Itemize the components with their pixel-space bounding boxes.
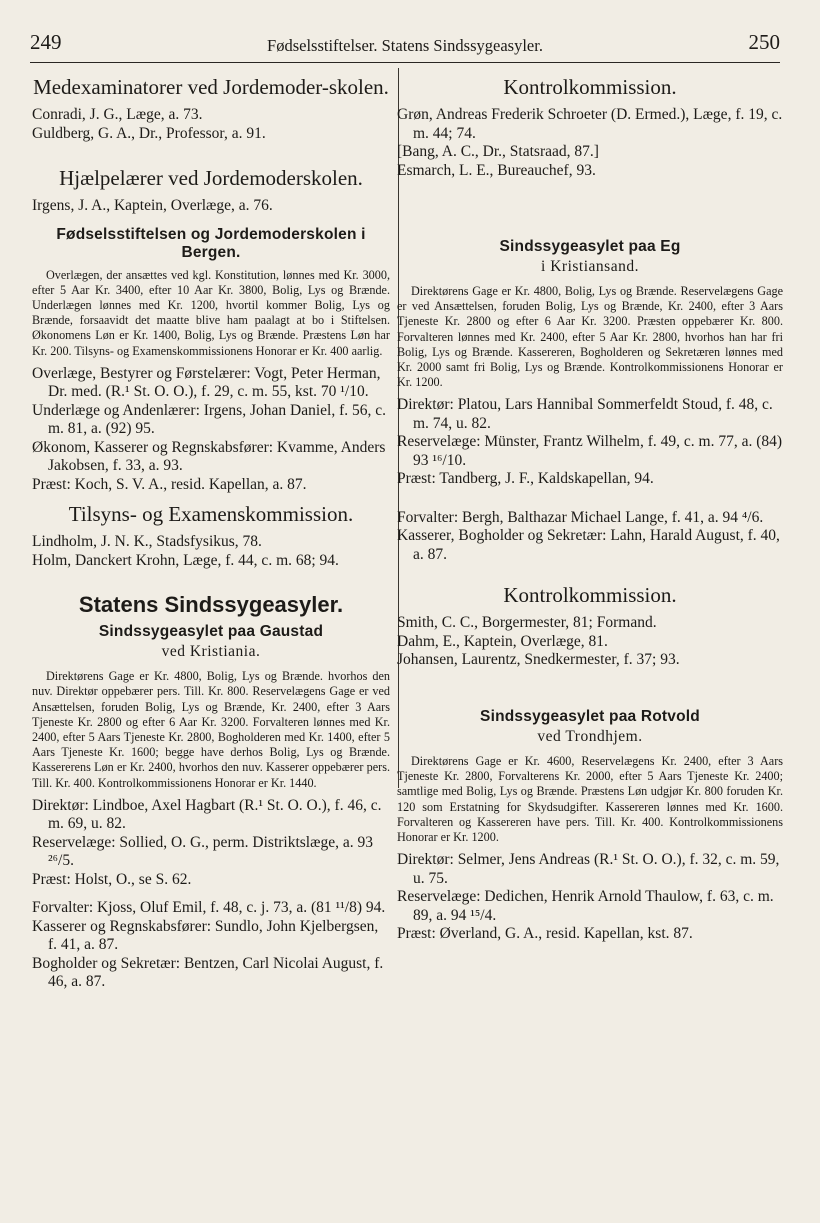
entry: Reservelæge: Münster, Frantz Wilhelm, f. 49, c. m. 77, a. (84) 93 ¹⁶/10. <box>397 433 783 469</box>
entry: Præst: Tandberg, J. F., Kaldskapellan, 94. <box>397 470 654 488</box>
entry: Holm, Danckert Krohn, Læge, f. 44, c. m. 68; 94. <box>32 551 339 569</box>
entry: Dahm, E., Kaptein, Overlæge, 81. <box>397 632 608 650</box>
entry: Smith, C. C., Borgermester, 81; Formand. <box>397 614 657 632</box>
entry: Lindholm, J. N. K., Stadsfysikus, 78. <box>32 533 262 551</box>
entry: Reservelæge: Sollied, O. G., perm. Distriktslæge, a. 93 ²⁶/5. <box>32 833 373 870</box>
entry: Reservelæge: Dedichen, Henrik Arnold Thaulow, f. 63, c. m. 89, a. 94 ¹⁵/4. <box>397 888 774 924</box>
page-number-right: 250 <box>748 30 780 54</box>
entry: Forvalter: Kjoss, Oluf Emil, f. 48, c. j. 73, a. (81 ¹¹/8) 94. <box>32 899 386 917</box>
entry: Direktør: Selmer, Jens Andreas (R.¹ St. O. O.), f. 32, c. m. 59, u. 75. <box>397 851 780 887</box>
entry: Grøn, Andreas Frederik Schroeter (D. Ermed.), Læge, f. 19, c. m. 44; 74. <box>397 106 783 142</box>
entry: Underlæge og Andenlærer: Irgens, Johan Daniel, f. 56, c. m. 81, a. (92) 95. <box>32 401 386 438</box>
section-title-kontrolkommission-1: Kontrolkommission. <box>503 75 677 99</box>
section-title-hjaelpelaerer: Hjælpelærer ved Jordemoderskolen. <box>59 166 363 190</box>
running-title: Fødselsstiftelser. Statens Sindssygeasyler. <box>267 36 543 55</box>
entry: Conradi, J. G., Læge, a. 73. <box>32 106 203 123</box>
entry: Direktør: Platou, Lars Hannibal Sommerfeldt Stoud, f. 48, c. m. 74, u. 82. <box>397 396 773 432</box>
entry: Irgens, J. A., Kaptein, Overlæge, a. 76. <box>32 197 273 214</box>
paragraph-rotvold: Direktørens Gage er Kr. 4600, Reservelægens Kr. 2400, efter 3 Aars Tjeneste Kr. 2800, Forvalterens Kr. 2000, efter 5 Aars Tjeneste Kr. 2400; samtlige med Bolig, Lys og Brænde. Præstens Løn udgjør Kr. 800 foruden Kr. 120 som Erstatning for Skydsudgifter. Kassereren lønnes med Kr. 1600. Forvalteren og Kassereren have pers. Till. Kr. 400. Kontrolkommissionens Honorar er Kr. 1200. <box>397 753 783 844</box>
entry: Bogholder og Sekretær: Bentzen, Carl Nicolai August, f. 46, a. 87. <box>32 954 384 991</box>
section-title-bergen: Fødselsstiftelsen og Jordemoderskolen i Bergen. <box>56 225 366 261</box>
entry: Direktør: Lindboe, Axel Hagbart (R.¹ St. O. O.), f. 46, c. m. 69, u. 82. <box>32 796 382 833</box>
section-title-eg: Sindssygeasylet paa Eg <box>499 238 681 255</box>
entry: Overlæge, Bestyrer og Førstelærer: Vogt, Peter Herman, Dr. med. (R.¹ St. O. O.), f. 29, c. m. 55, kst. 70 ¹/10. <box>32 364 381 401</box>
section-title-tilsyns: Tilsyns- og Examenskommission. <box>68 502 354 527</box>
left-column <box>32 72 390 992</box>
right-column <box>397 72 783 944</box>
section-title-kontrolkommission-2: Kontrolkommission. <box>503 583 677 608</box>
entry: Præst: Øverland, G. A., resid. Kapellan, kst. 87. <box>397 925 693 943</box>
entry: Forvalter: Bergh, Balthazar Michael Lange, f. 41, a. 94 ⁴/6. <box>397 508 764 526</box>
section-subtitle-eg: i Kristiansand. <box>541 258 639 275</box>
section-title-rotvold: Sindssygeasylet paa Rotvold <box>480 707 700 725</box>
section-title-gaustad: Sindssygeasylet paa Gaustad <box>98 623 324 641</box>
entry: Johansen, Laurentz, Snedkermester, f. 37; 93. <box>397 651 680 669</box>
entry: Præst: Holst, O., se S. 62. <box>32 870 192 888</box>
section-title-medexaminatorer: Medexaminatorer ved Jordemoder-skolen. <box>33 75 389 99</box>
entry: [Bang, A. C., Dr., Statsraad, 87.] <box>397 143 599 160</box>
section-subtitle-rotvold: ved Trondhjem. <box>537 727 643 745</box>
paragraph-eg: Direktørens Gage er Kr. 4800, Bolig, Lys og Brænde. Reservelægens Gage er ved Ansættelsen, foruden Bolig, Lys og Brænde, Kr. 2400, efter 3 Aars Tjeneste Kr. 2800 og efter 6 Aar Kr. 3200. Præsten oppebærer Kr. 800. Forvalteren lønnes med Kr. 2400, efter 5 Aar Kr. 2800, hvorhos han har fri Bolig, Lys og Brænde. Kassereren, Bogholderen og Sekretæren lønnes med Kr. 2000 samt fri Bolig, Lys og Brænde. Kontrolkommissionens Honorar er Kr. 1200. <box>397 284 783 390</box>
paragraph-gaustad: Direktørens Gage er Kr. 4800, Bolig, Lys og Brænde. hvorhos den nuv. Direktør oppebærer pers. Till. Kr. 800. Reservelægens Gage er ved Ansættelsen, foruden Bolig, Lys og Brænde, Kr. 2400, efter 3 Aars Tjeneste Kr. 2800 og efter 6 Aar Kr. 3200. Forvalteren lønnes med Kr. 2400, efter 5 Aars Tjeneste Kr. 2800, Bogholderen med Kr. 1400, efter 5 Aars Tjeneste Kr. 1600; begge have derhos Bolig, Lys og Brænde. Kassererens Løn er Kr. 2400, hvorhos den nuv. Kasserer oppebærer pers. Till. Kr. 400. Kontrolkommissionens Honorar er Kr. 1440. <box>32 669 390 790</box>
entry: Økonom, Kasserer og Regnskabsfører: Kvamme, Anders Jakobsen, f. 33, a. 93. <box>32 438 386 475</box>
paragraph-bergen: Overlægen, der ansættes ved kgl. Konstitution, lønnes med Kr. 3000, efter 5 Aar Kr. 3400, efter 10 Aar Kr. 3800, Bolig, Lys og Brænde. Underlægen lønnes med Kr. 1200, hvortil kommer Bolig, Lys og Brænde, forsaavidt det maatte blive ham paalagt at bo i Stiftelsen. Økonomens Løn er Kr. 1400, Bolig, Lys og Brænde. Præstens Løn har Kr. 200. Tilsyns- og Examenskommissionens Honorar er Kr. 400 aarlig. <box>32 267 390 358</box>
page-number-left: 249 <box>30 30 62 54</box>
page-header <box>30 28 780 63</box>
entry: Kasserer og Regnskabsfører: Sundlo, John Kjelbergsen, f. 41, a. 87. <box>32 917 379 954</box>
entry: Guldberg, G. A., Dr., Professor, a. 91. <box>32 124 266 142</box>
entry: Esmarch, L. E., Bureauchef, 93. <box>397 161 596 179</box>
entry: Kasserer, Bogholder og Sekretær: Lahn, Harald August, f. 40, a. 87. <box>397 527 780 563</box>
chapter-title-sindssygeasyler: Statens Sindssygeasyler. <box>78 592 344 618</box>
section-subtitle-gaustad: ved Kristiania. <box>161 643 261 661</box>
entry: Præst: Koch, S. V. A., resid. Kapellan, a. 87. <box>32 475 307 493</box>
